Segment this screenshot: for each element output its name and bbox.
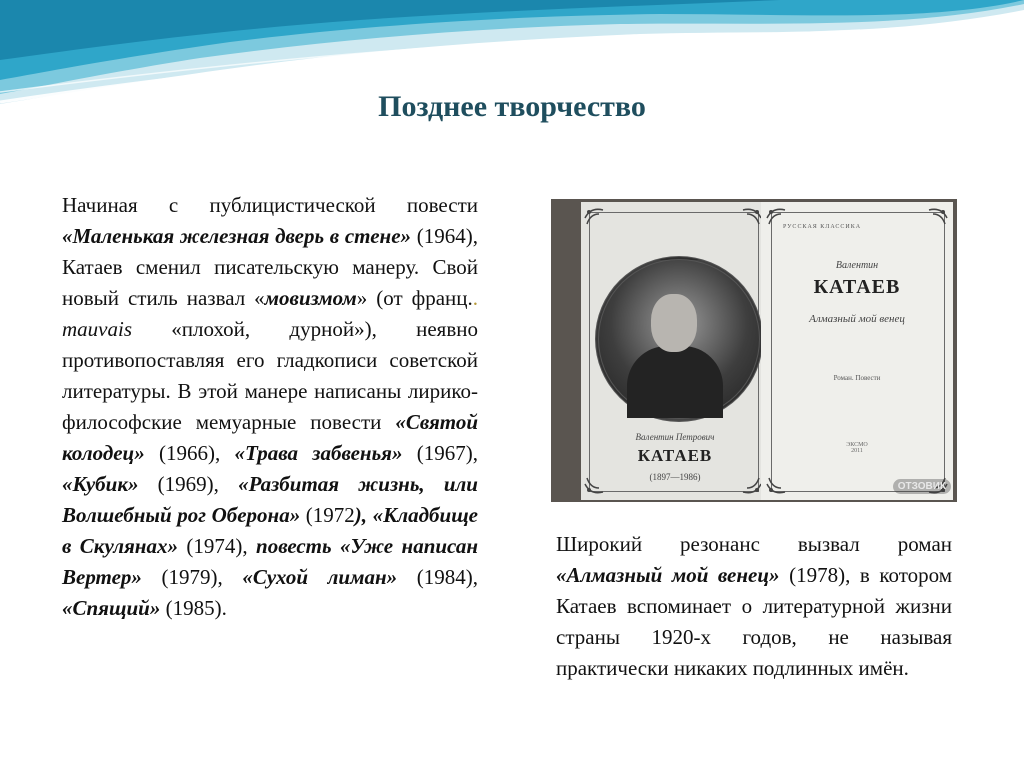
book-subtitle: Роман. Повести — [833, 374, 881, 382]
publisher-logo: ЭКСМО 2011 — [846, 442, 868, 454]
work-title: «Алмазный мой венец» — [556, 563, 780, 587]
work-title: «Разбитая жизнь, или Волшебный рог Оберона» — [62, 472, 478, 527]
author-signature: Валентин Петрович — [635, 432, 715, 442]
author-portrait — [595, 256, 763, 422]
book-author-name: КАТАЕВ — [813, 276, 901, 298]
text-run: (1974), — [177, 534, 257, 558]
right-paragraph — [556, 529, 952, 684]
portrait-figure — [627, 346, 723, 418]
portrait-face — [651, 294, 697, 352]
text-run: Широкий резонанс вызвал роман — [556, 532, 952, 556]
work-title: «Сухой лиман» — [242, 565, 398, 589]
work-title: «Святой колодец» — [62, 410, 478, 465]
text-run: Начиная с публицистической повести — [62, 193, 478, 217]
left-paragraph — [62, 190, 478, 624]
text-run: (1967), — [402, 441, 478, 465]
book-author-first-name: Валентин — [835, 260, 879, 271]
author-years: (1897—1986) — [649, 472, 701, 482]
text-run: «плохой, дурной»), неявно противопоставляя его гладкописи советской литературы. В этой манере написаны лирико-философские мемуарные повести — [62, 317, 478, 434]
text-run: (1985). — [160, 596, 227, 620]
work-title: «Спящий» — [62, 596, 161, 620]
text-run: (1984), — [397, 565, 478, 589]
work-title: ), «Кладбище в Скулянах» — [62, 503, 479, 558]
corner-ornament-icon — [765, 474, 787, 496]
text-run: (1979), — [141, 565, 243, 589]
text-run: (1964), Катаев сменил писательскую манеру. Свой новый стиль назвал « — [62, 224, 478, 310]
corner-ornament-icon — [741, 206, 763, 228]
author-name: КАТАЕВ — [637, 446, 713, 465]
book-title: Алмазный мой венец — [809, 313, 905, 325]
foreign-word: mauvais — [62, 317, 132, 341]
text-run: (1969), — [138, 472, 239, 496]
book-photo — [551, 199, 957, 502]
work-title: «Маленькая железная дверь в стене» — [62, 224, 412, 248]
corner-ornament-icon — [583, 206, 605, 228]
page-title: Позднее творчество — [378, 90, 646, 123]
book-right-page — [761, 202, 953, 500]
work-title: «Трава забвенья» — [234, 441, 403, 465]
watermark: ОТЗОВИК — [893, 479, 951, 494]
work-title: повесть «Уже написан Вертер» — [62, 534, 478, 589]
text-run: (1972 — [300, 503, 355, 527]
term-movizm: мовизмом — [264, 286, 357, 310]
link-dot[interactable]: . — [472, 286, 478, 310]
book-series: РУССКАЯ КЛАССИКА — [783, 224, 862, 230]
text-run: (1966), — [144, 441, 235, 465]
work-title: «Кубик» — [62, 472, 139, 496]
text-run: » (от франц. — [356, 286, 473, 310]
book-left-page — [581, 202, 765, 500]
text-run: (1978), в котором Катаев вспоминает о литературной жизни страны 1920-х годов, не называя практически никаких подлинных имён. — [556, 563, 952, 680]
